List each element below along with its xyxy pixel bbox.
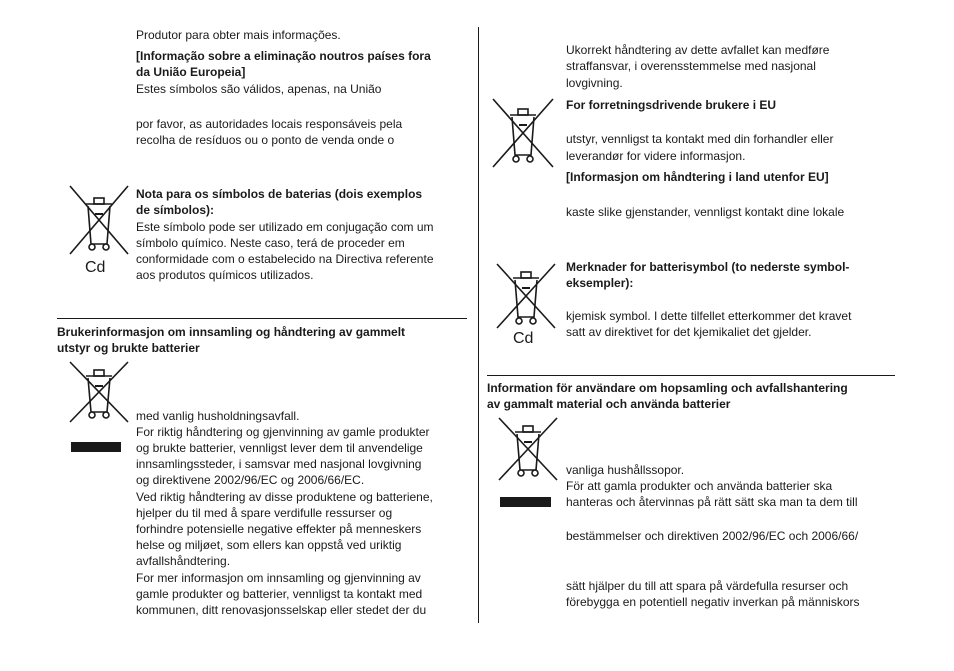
no-text-line: Ved riktig håndtering av disse produktene og batteriene, bbox=[136, 490, 433, 504]
battery-text-no: satt av direktivet for det kjemikaliet det gjelder. bbox=[566, 325, 812, 339]
battery-text-pt-4: aos produtos químicos utilizados. bbox=[136, 268, 314, 282]
sv-text-line: För att gamla produkter och använda batterier ska bbox=[566, 479, 833, 493]
battery-text-pt-1: Este símbolo pode ser utilizado em conjugação com um bbox=[136, 220, 434, 234]
no-text-line: avfallshåndtering. bbox=[136, 554, 231, 568]
business-heading: For forretningsdrivende brukere i EU bbox=[566, 98, 777, 112]
no-text-line: og brukte batterier, vennligst lever dem til anvendelige bbox=[136, 441, 423, 455]
business-text: leverandør for videre informasjon. bbox=[566, 149, 746, 163]
sv-heading: av gammalt material och använda batterier bbox=[487, 397, 731, 411]
battery-text-no: kjemisk symbol. I dette tilfellet etterkommer det kravet bbox=[566, 309, 852, 323]
intro-text-no: straffansvar, i overensstemmelse med nasjonal bbox=[566, 59, 816, 73]
battery-text-pt-3: conformidade com o estabelecido na Directiva referente bbox=[136, 252, 434, 266]
intro-text-no: Ukorrekt håndtering av dette avfallet kan medføre bbox=[566, 43, 830, 57]
business-text: utstyr, vennligst ta kontakt med din forhandler eller bbox=[566, 132, 834, 146]
crossed-out-bin-icon bbox=[497, 416, 559, 482]
sv-text-line: sätt hjälper du till att spara på värdefulla resurser och bbox=[566, 579, 849, 593]
battery-heading-pt-2: de símbolos): bbox=[136, 203, 215, 217]
intro-text-no: lovgivning. bbox=[566, 76, 623, 90]
black-bar bbox=[500, 497, 551, 507]
no-text-line: innsamlingssteder, i samsvar med nasjonal lovgivning bbox=[136, 457, 422, 471]
no-text-line: For mer informasjon om innsamling og gjenvinning av bbox=[136, 571, 421, 585]
no-text-line: kommunen, ditt renovasjonsselskap eller stedet der du bbox=[136, 603, 427, 617]
crossed-out-bin-icon bbox=[68, 184, 130, 256]
sv-text-line: förebygga en potentiell negativ inverkan på människors bbox=[566, 595, 860, 609]
column-divider bbox=[478, 27, 479, 623]
sv-text-line: vanliga hushållssopor. bbox=[566, 463, 685, 477]
section-divider bbox=[57, 318, 467, 319]
battery-heading-no: eksempler): bbox=[566, 276, 634, 290]
cd-label: Cd bbox=[85, 259, 106, 276]
outside-eu-heading-no: [Informasjon om håndtering i land utenfor EU] bbox=[566, 170, 829, 184]
no-text-line: forhindre potensielle negative effekter på menneskers bbox=[136, 522, 422, 536]
battery-text-pt-2: símbolo químico. Neste caso, terá de proceder em bbox=[136, 236, 405, 250]
no-text-line: helse og miljøet, som ellers kan oppstå ved uriktig bbox=[136, 538, 402, 552]
cd-label: Cd bbox=[513, 330, 534, 347]
authorities-text-2: recolha de resíduos ou o ponto de venda onde o bbox=[136, 133, 395, 147]
authorities-text-1: por favor, as autoridades locais responsáveis pela bbox=[136, 117, 403, 131]
no-heading-1: Brukerinformasjon om innsamling og håndtering av gammelt bbox=[57, 325, 406, 339]
no-text-line: For riktig håndtering og gjenvinning av gamle produkter bbox=[136, 425, 430, 439]
crossed-out-bin-icon bbox=[495, 262, 557, 330]
sv-text-line: hanteras och återvinnas på rätt sätt ska man ta dem till bbox=[566, 495, 858, 509]
no-heading-2: utstyr og brukte batterier bbox=[57, 341, 200, 355]
section-divider bbox=[487, 375, 895, 376]
sv-heading: Information för användare om hopsamling och avfallshantering bbox=[487, 381, 848, 395]
battery-heading-pt-1: Nota para os símbolos de baterias (dois exemplos bbox=[136, 187, 423, 201]
outside-eu-text-no: kaste slike gjenstander, vennligst kontakt dine lokale bbox=[566, 205, 845, 219]
no-text-line: og direktivene 2002/96/EC og 2006/66/EC. bbox=[136, 473, 365, 487]
black-bar bbox=[71, 442, 121, 452]
outside-eu-text-pt: Estes símbolos são válidos, apenas, na União bbox=[136, 82, 382, 96]
outside-eu-heading-pt-2: da União Europeia] bbox=[136, 65, 246, 79]
outside-eu-heading-pt-1: [Informação sobre a eliminação noutros países fora bbox=[136, 49, 431, 63]
no-text-line: med vanlig husholdningsavfall. bbox=[136, 409, 300, 423]
no-text-line: hjelper du til med å spare verdifulle ressurser og bbox=[136, 506, 393, 520]
no-text-line: gamle produkter og batterier, vennligst ta kontakt med bbox=[136, 587, 423, 601]
crossed-out-bin-icon bbox=[491, 97, 555, 169]
sv-text-line: bestämmelser och direktiven 2002/96/EC och 2006/66/ bbox=[566, 529, 859, 543]
battery-heading-no: Merknader for batterisymbol (to nederste symbol- bbox=[566, 260, 850, 274]
crossed-out-bin-icon bbox=[68, 360, 130, 424]
intro-text: Produtor para obter mais informações. bbox=[136, 28, 341, 42]
